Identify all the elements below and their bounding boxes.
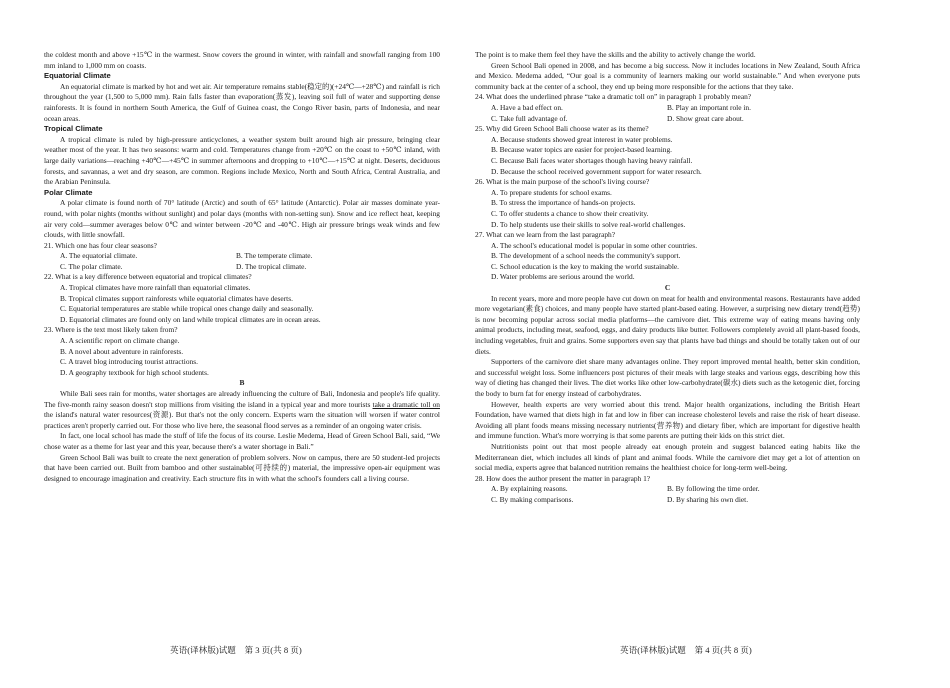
paragraph: Supporters of the carnivore diet share many advantages online. They report improved mental health, better skin condition, and successful weight loss. Some influencers post pictures of their meals with large steaks and various eggs, describing how this way of dieting has changed their lives. The diet works like other low-carbohydrate(碳水) diets such as the ketogenic diet, forcing the body to burn fat for energy instead of carbohydrates. bbox=[475, 357, 860, 398]
question: 27. What can we learn from the last paragraph? bbox=[475, 230, 616, 240]
answer-option: A. To prepare students for school exams. bbox=[491, 187, 612, 197]
answer-option: C. By making comparisons. bbox=[491, 494, 574, 504]
question: 21. Which one has four clear seasons? bbox=[44, 240, 157, 250]
answer-option: B. A novel about adventure in rainforests. bbox=[60, 346, 184, 356]
question: 26. What is the main purpose of the school's living course? bbox=[475, 177, 650, 187]
option-row bbox=[44, 262, 440, 273]
question: 23. Where is the text most likely taken from? bbox=[44, 325, 178, 335]
underlined-phrase: take a dramatic toll on bbox=[372, 399, 440, 409]
section-heading: Polar Climate bbox=[44, 187, 93, 197]
question: 24. What does the underlined phrase “take a dramatic toll on” in paragraph 1 probably mean? bbox=[475, 92, 752, 102]
section-heading: Tropical Climate bbox=[44, 124, 103, 134]
answer-option: B. Tropical climates support rainforests while equatorial climates have deserts. bbox=[60, 293, 293, 303]
answer-option: C. Because Bali faces water shortages though having heavy rainfall. bbox=[491, 155, 693, 165]
paragraph: In fact, one local school has made the stuff of life the focus of its course. Leslie Medema, Head of Green School Bali, said, “We chose water as a theme for last year and this year, because there's a water shortage in Bali.” bbox=[44, 431, 440, 451]
answer-option: D. To help students use their skills to solve real-world challenges. bbox=[491, 219, 686, 229]
answer-option: B. The development of a school needs the community's support. bbox=[491, 251, 681, 261]
answer-option: B. The temperate climate. bbox=[236, 251, 313, 261]
answer-option: C. To offer students a chance to show their creativity. bbox=[491, 208, 649, 218]
option-row bbox=[475, 484, 860, 495]
page-footer: 英语(译林版)试题 第 3 页(共 8 页) bbox=[170, 645, 302, 655]
question: 25. Why did Green School Bali choose water as its theme? bbox=[475, 124, 649, 134]
question: 28. How does the author present the matter in paragraph 1? bbox=[475, 473, 651, 483]
answer-option: A. Have a bad effect on. bbox=[491, 102, 563, 112]
paragraph-text: While Bali sees rain for months, water shortages are already influencing the culture of Bali, Indonesia and people's life quality. The five-month rainy season doesn't stop millions from visiting the island in a typical year and more tourists bbox=[44, 389, 440, 409]
paragraph: A polar climate is found north of 70° latitude (Arctic) and south of 65° latitude (Antarctic). Polar air masses dominate year-round, with polar nights (months without sunlight) and polar days (months with non-setting sun). Snow and ice reflect heat, keeping air very cold—summer averages below 0℃ and winter between -20℃ and -40℃. High air pressure brings weak winds and few clouds, with little snowfall. bbox=[44, 198, 440, 240]
answer-option: B. Because water topics are easier for project-based learning. bbox=[491, 145, 672, 155]
option-row bbox=[475, 103, 860, 114]
answer-option: D. Equatorial climates are found only on land while tropical climates are in ocean areas. bbox=[60, 314, 321, 324]
answer-option: D. Because the school received government support for water research. bbox=[491, 166, 702, 176]
answer-option: A. The equatorial climate. bbox=[60, 251, 138, 261]
answer-option: B. By following the time order. bbox=[667, 484, 760, 494]
passage-label: B bbox=[239, 378, 245, 388]
paragraph-text: the island's natural water resources(资源). But that's not the only concern. Experts warn the situation will worsen if water control practices aren't properly carried out. For those who live here, the seasonal flood serves as a reminder of an ongoing water crisis. bbox=[44, 410, 440, 430]
answer-option: D. A geography textbook for high school students. bbox=[60, 367, 209, 377]
paragraph bbox=[44, 389, 440, 431]
answer-option: A. By explaining reasons. bbox=[491, 484, 568, 494]
option-row bbox=[44, 251, 440, 262]
paragraph: Nutritionists point out that most people already eat enough protein and suggest balanced eating habits like the Mediterranean diet, which includes all kinds of plant and animal foods. While the carnivore diet may get a lot of attention on social media, experts agree that balanced nutrition remains the healthiest choice for long-term well-being. bbox=[475, 441, 860, 473]
paragraph: However, health experts are very worried about this trend. Major health organizations, including the British Heart Foundation, have warned that diets high in fat and low in fiber can increase cholesterol levels and raise the risk of heart disease. Avoiding all plant foods means missing necessary nutrients(营养物) and dietary fiber, which are important for digestive health and immune function. What's more worrying is that some parents are putting their kids on this strict diet. bbox=[475, 399, 860, 441]
answer-option: A. Because students showed great interest in water problems. bbox=[491, 134, 673, 144]
paragraph: Green School Bali was built to create the next generation of problem solvers. Now on campus, there are 50 student-led projects that have been carried out. Built from bamboo and other sustainable(可持续的) material, the impressive open-air equipment was designed to encourage imagination and creativity. Each structure fits in with what the school's founders call a living course. bbox=[44, 452, 440, 483]
option-row bbox=[475, 495, 860, 506]
answer-option: D. The tropical climate. bbox=[236, 261, 307, 271]
paragraph: In recent years, more and more people have cut down on meat for health and environmental reasons. Restaurants have added more vegetarian(素食) choices, and many people have started plant-based eating. However, a surprising new dietary trend(趋势) is now becoming popular across social media platforms—the carnivore diet. This extreme way of eating means having only animal products, including meat, seafood, eggs, and dairy products like butter. Followers completely avoid all plant-based foods, including vegetables, fruit and grains. Some supporters even say that plants have bad things and should be totally taken out of our diets. bbox=[475, 293, 860, 356]
page-4 bbox=[475, 0, 950, 688]
paragraph: The point is to make them feel they have the skills and the ability to actively change the world. bbox=[475, 50, 756, 59]
page-footer: 英语(译林版)试题 第 4 页(共 8 页) bbox=[620, 645, 752, 655]
answer-option: B. To stress the importance of hands-on projects. bbox=[491, 198, 636, 208]
answer-option: B. Play an important role in. bbox=[667, 102, 751, 112]
question: 22. What is a key difference between equatorial and tropical climates? bbox=[44, 272, 252, 282]
answer-option: A. Tropical climates have more rainfall than equatorial climates. bbox=[60, 283, 251, 293]
answer-option: C. School education is the key to making the world sustainable. bbox=[491, 261, 680, 271]
answer-option: C. Take full advantage of. bbox=[491, 113, 568, 123]
answer-option: D. By sharing his own diet. bbox=[667, 494, 749, 504]
paragraph: Green School Bali opened in 2008, and has become a big success. Now it includes locations in New Zealand, South Africa and Mexico. Medema added, “Our goal is a community of learners making our world sustainable.” And when everyone puts community back at the center of a school, they end up being more responsible for the actions that they take. bbox=[475, 60, 860, 91]
passage-label: C bbox=[664, 283, 671, 293]
option-row bbox=[475, 114, 860, 125]
section-heading: Equatorial Climate bbox=[44, 71, 111, 81]
left-column bbox=[44, 50, 440, 484]
answer-option: A. The school's educational model is popular in some other countries. bbox=[491, 240, 698, 250]
answer-option: D. Show great care about. bbox=[667, 113, 744, 123]
answer-option: A. A scientific report on climate change. bbox=[60, 336, 180, 346]
right-column bbox=[475, 50, 860, 506]
paragraph: A tropical climate is ruled by high-pressure anticyclones, a weather system built around high air pressure, bringing clear weather most of the year. It has two seasons: warm and cold. Temperatures change from +20℃ on the coast to +50℃ inland, with large daily variations—reaching +40℃—+45℃ in summer afternoons and dropping to +10℃—+15℃ at night. Deserts, deciduous forests, and savannas, a wet and dry season, are common. Regions include Mexico, North and South Africa, Central Australia, and the Arabian Peninsula. bbox=[44, 134, 440, 187]
answer-option: D. Water problems are serious around the world. bbox=[491, 272, 635, 282]
answer-option: C. Equatorial temperatures are stable while tropical ones change daily and seasonally. bbox=[60, 304, 314, 314]
paragraph: An equatorial climate is marked by hot and wet air. Air temperature remains stable(稳定的)(+24℃—+28℃) and rainfall is rich throughout the year (1,500 to 5,000 mm). Rain falls faster than evaporation(蒸发), leaving soil full of water and supporting dense rainforests. It is found in northern South America, the Gulf of Guinea coast, the Congo River basin, parts of Indonesia, and near ocean areas. bbox=[44, 81, 440, 123]
paragraph: the coldest month and above +15℃ in the warmest. Snow covers the ground in winter, with rainfall and snowfall ranging from 100 mm inland to 1,000 mm on coasts. bbox=[44, 50, 440, 70]
answer-option: C. A travel blog introducing tourist attractions. bbox=[60, 357, 198, 367]
answer-option: C. The polar climate. bbox=[60, 261, 123, 271]
